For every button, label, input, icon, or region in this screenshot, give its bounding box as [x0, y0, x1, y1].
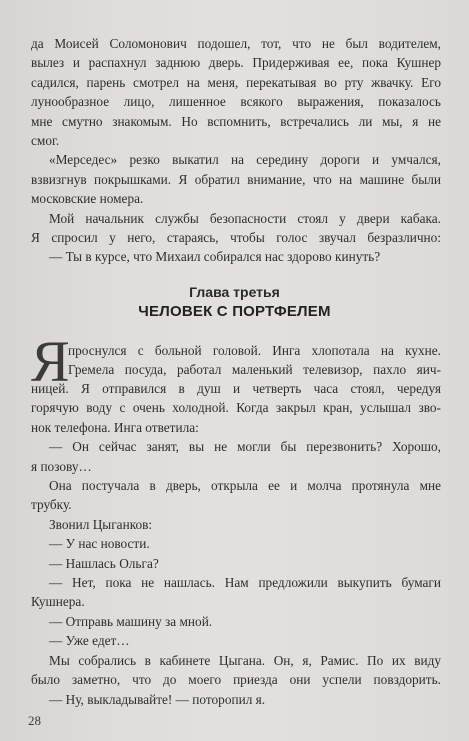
text-line: — Нет, пока не нашлась. Нам предложили выкупить бумаги — [49, 575, 441, 591]
drop-cap: Я — [31, 329, 70, 394]
text-line: «Мерседес» резко выкатил на середину дороги и умчался, — [49, 152, 441, 168]
text-line: — У нас новости. — [49, 536, 150, 552]
text-line: — Уже едет… — [49, 633, 130, 649]
text-line: лунообразное лицо, лишенное всякого выражения, показалось — [31, 94, 441, 110]
text-line: Звонил Цыганков: — [49, 516, 153, 532]
text-line: — Ну, выкладывайте! — поторопил я. — [49, 691, 266, 707]
text-line: Я спросил у него, стараясь, чтобы голос звучал безразлично: — [31, 230, 441, 246]
text-line: вылез и распахнул заднюю дверь. Придерживая ее, пока Кушнер — [31, 55, 441, 71]
text-line: Гремела посуда, работал маленький телевизор, пахло яич- — [68, 362, 441, 378]
text-line: да Моисей Соломонович подошел, тот, что не был водителем, — [31, 36, 441, 51]
text-line: мне смутно знакомым. Но вспомнить, встречались ли мы, я не — [31, 113, 441, 129]
text-line: горячую воду с очень холодной. Когда закрыл кран, услышал зво- — [31, 400, 441, 416]
text-line: московские номера. — [31, 191, 144, 207]
chapter-label: Глава третья — [189, 284, 280, 300]
text-block-chapter — [31, 379, 441, 709]
page-number: 28 — [28, 713, 41, 728]
text-line: — Ты в курсе, что Михаил собирался нас здорово кинуть? — [49, 249, 381, 265]
text-line: — Отправь машину за мной. — [49, 613, 213, 629]
text-line: — Он сейчас занят, вы не могли бы перезвонить? Хорошо, — [49, 439, 441, 455]
text-line: садился, парень смотрел на меня, перекатывая во рту жвачку. Его — [31, 74, 441, 90]
text-line: трубку. — [31, 497, 72, 513]
text-line: смог. — [31, 133, 60, 149]
text-line: — Нашлась Ольга? — [49, 555, 159, 571]
text-block-top — [31, 34, 441, 267]
text-line: Мы собрались в кабинете Цыгана. Он, я, Рамис. По их виду — [49, 652, 441, 668]
text-line: нок телефона. Инга ответила: — [31, 419, 199, 435]
text-line: Мой начальник службы безопасности стоял у двери кабака. — [49, 210, 441, 226]
drop-cap-lines — [68, 341, 441, 380]
text-line: проснулся с больной головой. Инга хлопотала на кухне. — [68, 343, 441, 358]
text-line: я позову… — [31, 458, 92, 474]
text-line: Она постучала в дверь, открыла ее и молча протянула мне — [49, 478, 441, 494]
text-line: было заметно, что до моего приезда они успели повздорить. — [31, 672, 441, 688]
text-line: Кушнера. — [31, 594, 85, 610]
chapter-title: ЧЕЛОВЕК С ПОРТФЕЛЕМ — [138, 303, 331, 320]
text-line: ницей. Я отправился в душ и четверть часа стоял, чередуя — [31, 381, 441, 396]
text-line: взвизгнув покрышками. Я обратил внимание, что на машине были — [31, 171, 441, 187]
